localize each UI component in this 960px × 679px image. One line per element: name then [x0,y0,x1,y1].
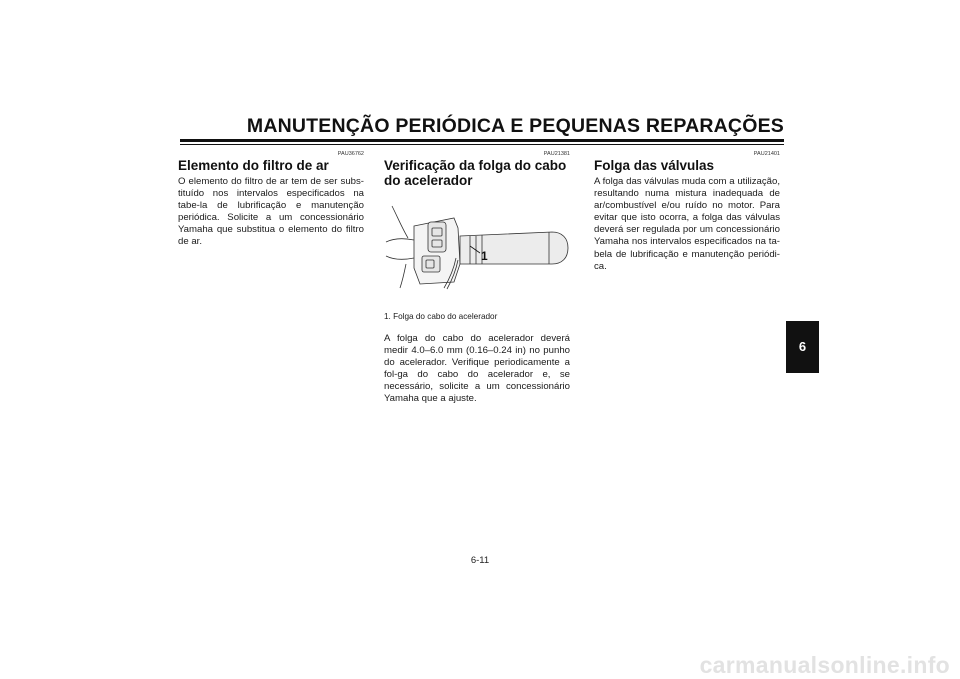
section-code: PAU21401 [753,151,780,157]
chapter-tab: 6 [786,321,819,373]
section-heading: Folga das válvulas [594,158,715,173]
callout-number: 1 [481,249,488,263]
section-heading: Verificação da folga do cabo do acelerador [384,158,567,188]
watermark: carmanualsonline.info [699,652,950,678]
section-code: PAU21381 [543,151,570,157]
title-rule-thick [180,139,784,142]
section-body: O elemento do filtro de ar tem de ser subs-tituído nos intervalos especificados na tabe-la de lubrificação e manutenção periódica. Solicite a um concessionário Yamaha que substitua o elemento do filtro de ar. [178,176,364,248]
page-title: MANUTENÇÃO PERIÓDICA E PEQUENAS REPARAÇÕES [246,115,784,137]
section-code: PAU36762 [337,151,364,157]
throttle-grip-drawing [384,198,574,290]
title-rule-thin [180,144,784,145]
section-valve-clearance [594,150,780,273]
section-air-filter [178,150,364,249]
section-heading: Elemento do filtro de ar [178,158,329,173]
figure-caption: 1. Folga do cabo do acelerador [384,312,498,321]
section-body: A folga do cabo do acelerador deverá medir 4.0–6.0 mm (0.16–0.24 in) no punho do acelerador. Verifique periodicamente a fol-ga do cabo do acelerador e, se necessário, solicite a um concessionário Yamaha que a ajuste. [384,333,570,405]
section-body: A folga das válvulas muda com a utilização, resultando numa mistura inadequada de ar/combustível e/ou ruído no motor. Para evitar que isto ocorra, a folga das válvulas deverá ser regulada por um concessionário Yamaha nos intervalos especificados na ta-bela de lubrificação e manutenção periódi-ca. [594,176,780,272]
page-number: 6-11 [470,555,490,566]
section-throttle-cable [384,150,570,406]
throttle-grip-illustration [384,198,574,290]
